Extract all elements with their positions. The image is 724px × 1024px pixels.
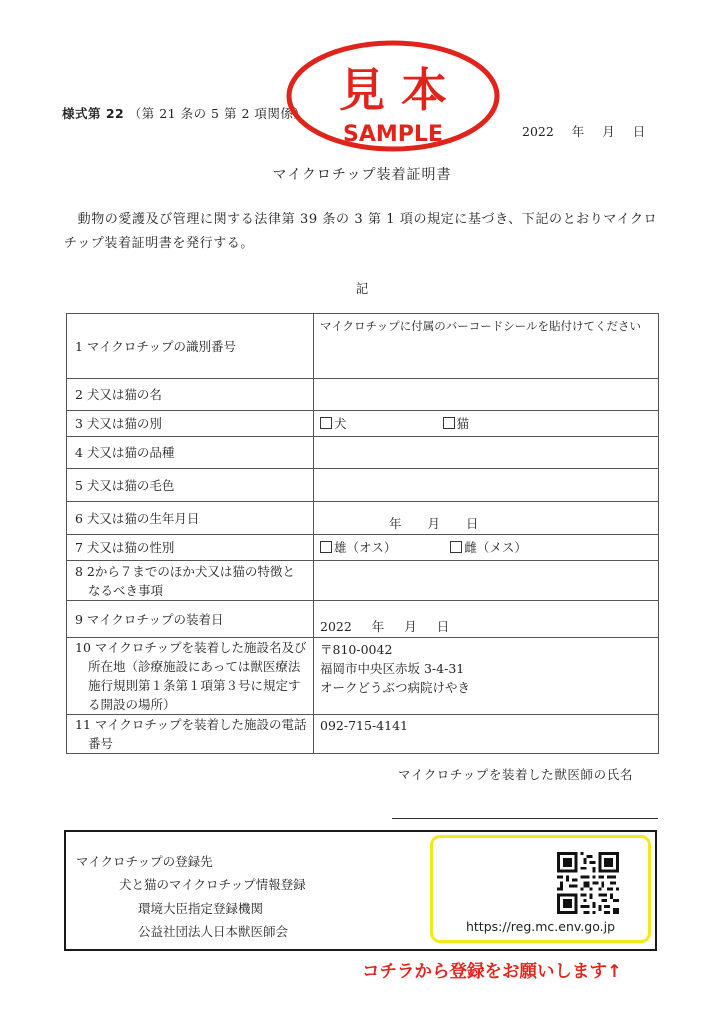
ki-heading: 記 (355, 281, 369, 296)
barcode-note: マイクロチップに付属のバーコードシールを貼付けてください (320, 319, 641, 333)
facility-postal: 〒810-0042 (320, 642, 393, 657)
male-label: 雄（オス） (334, 540, 397, 555)
stamp-kanji: 見 本 (338, 63, 448, 117)
features-field[interactable] (314, 561, 659, 601)
barcode-field[interactable] (314, 314, 659, 379)
stamp-latin: SAMPLE (343, 122, 443, 147)
row-label (67, 561, 314, 601)
table-row (67, 502, 659, 535)
facility-name: オークどうぶつ病院けやき (320, 680, 471, 695)
implant-date-field[interactable] (314, 601, 659, 638)
certificate-table (66, 313, 659, 754)
register-call-to-action: コチラから登録をお願いします↑ (362, 962, 622, 982)
female-label: 雌（メス） (464, 540, 527, 555)
phone-text: 092-715-4141 (320, 718, 408, 733)
vet-name-label: マイクロチップを装着した獣医師の氏名 (398, 767, 633, 782)
table-row (67, 638, 659, 715)
coat-color-field[interactable] (314, 469, 659, 502)
sex-field (314, 535, 659, 561)
intro-text: 動物の愛護及び管理に関する法律第 39 条の 3 第 1 項の規定に基づき、下記のとおりマイクロチップ装着証明書を発行する。 (64, 212, 658, 251)
breed-field[interactable] (314, 437, 659, 469)
row-label: 4 犬又は猫の品種 (67, 437, 314, 469)
qr-code-icon[interactable] (557, 852, 619, 914)
table-row (67, 715, 659, 754)
facility-field (314, 638, 659, 715)
issue-date: 2022 年 月 日 (522, 124, 646, 139)
table-row (67, 411, 659, 437)
registration-line-2: 環境大臣指定登録機関 (138, 901, 264, 916)
row-label: 7 犬又は猫の性別 (67, 535, 314, 561)
form-label: 様式第 22 (62, 106, 125, 121)
registration-heading: マイクロチップの登録先 (76, 854, 213, 869)
table-row (67, 535, 659, 561)
facility-address: 福岡市中央区赤坂 3-4-31 (320, 661, 465, 676)
table-row (67, 314, 659, 379)
birth-date-field[interactable] (314, 502, 659, 535)
cat-label: 猫 (456, 416, 470, 431)
row-label-text: 11 マイクロチップを装着した施設の電話番号 (75, 717, 307, 751)
row-label (67, 715, 314, 754)
pet-name-field[interactable] (314, 379, 659, 411)
registration-url[interactable]: https://reg.mc.env.go.jp (465, 919, 616, 934)
birth-date-text: 年 月 日 (389, 516, 479, 531)
form-basis: （第 21 条の 5 第 2 項関係） (128, 106, 307, 121)
cat-option[interactable] (443, 416, 470, 431)
dog-option[interactable] (320, 416, 347, 431)
checkbox-cat[interactable] (443, 417, 455, 429)
row-label-text: 10 マイクロチップを装着した施設名及び所在地（診療施設にあっては獣医療法施行規則第１条第１項第３号に規定する開設の場所） (75, 640, 307, 712)
species-field (314, 411, 659, 437)
table-row (67, 601, 659, 638)
registration-line-3: 公益社団法人日本獣医師会 (138, 924, 289, 939)
form-number (62, 104, 306, 122)
row-label (67, 638, 314, 715)
row-label: 2 犬又は猫の名 (67, 379, 314, 411)
document-title: マイクロチップ装着証明書 (272, 167, 452, 183)
qr-highlight-box (430, 835, 651, 943)
phone-field (314, 715, 659, 754)
row-label: 6 犬又は猫の生年月日 (67, 502, 314, 535)
signature-line[interactable] (392, 818, 658, 819)
row-label: 5 犬又は猫の毛色 (67, 469, 314, 502)
table-row (67, 561, 659, 601)
table-row (67, 437, 659, 469)
row-label: 1 マイクロチップの識別番号 (67, 314, 314, 379)
dog-label: 犬 (334, 416, 347, 431)
registration-line-1: 犬と猫のマイクロチップ情報登録 (119, 877, 306, 892)
table-row (67, 379, 659, 411)
row-label: 9 マイクロチップの装着日 (67, 601, 314, 638)
checkbox-dog[interactable] (320, 417, 332, 429)
table-row (67, 469, 659, 502)
checkbox-female[interactable] (450, 541, 462, 553)
intro-paragraph (64, 208, 664, 256)
male-option[interactable] (320, 540, 396, 555)
female-option[interactable] (450, 540, 527, 555)
row-label: 3 犬又は猫の別 (67, 411, 314, 437)
implant-date-text: 2022 年 月 日 (320, 619, 450, 634)
checkbox-male[interactable] (320, 541, 332, 553)
sample-stamp (286, 40, 500, 152)
row-label-text: 8 2から７までのほか犬又は猫の特徴となるべき事項 (75, 563, 295, 598)
